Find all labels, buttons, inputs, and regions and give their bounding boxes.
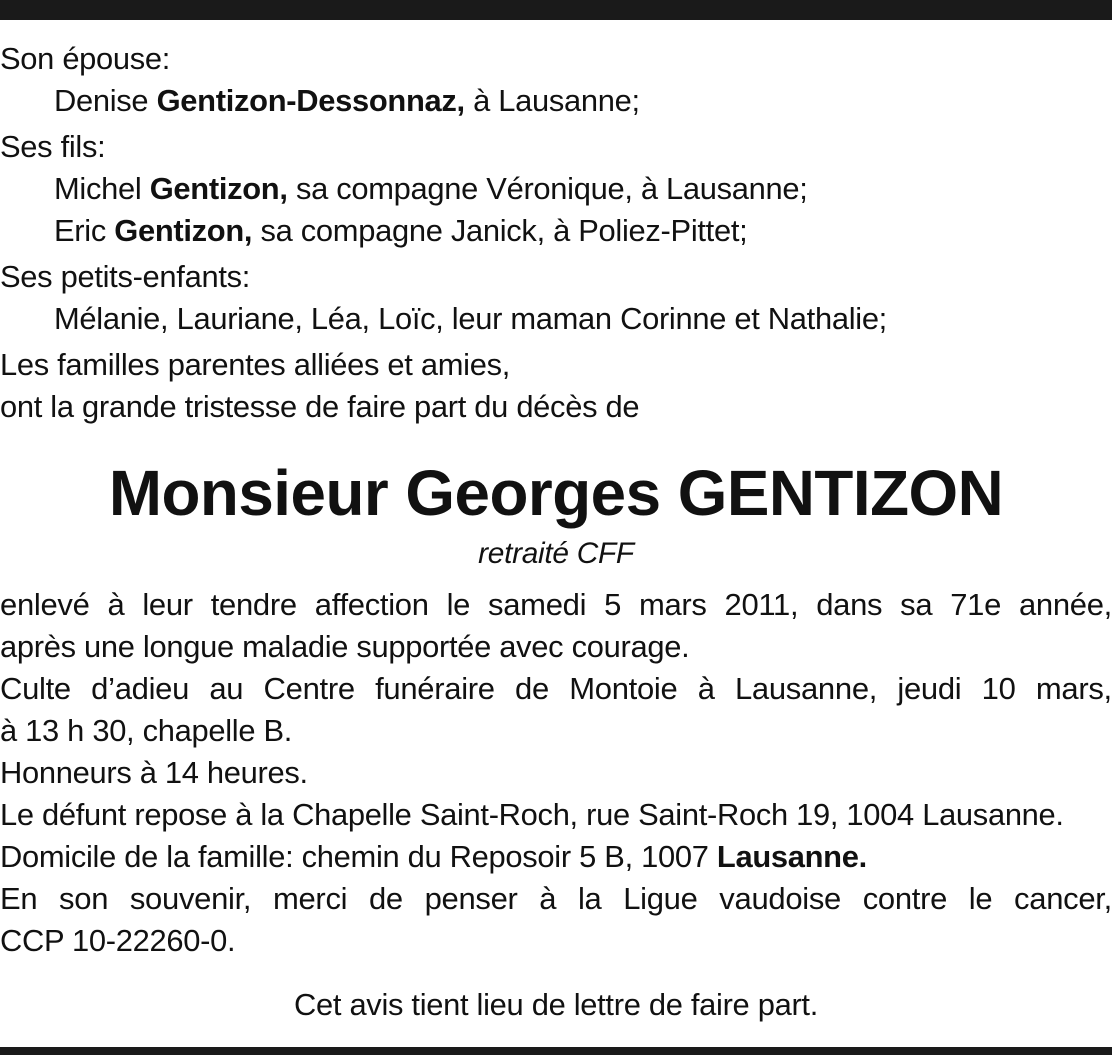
son-surname: Gentizon, xyxy=(114,213,253,248)
justified-word: 10 xyxy=(981,671,1016,706)
bottom-rule xyxy=(0,1047,1112,1055)
justified-word: dans xyxy=(816,587,883,622)
body-line: Le défunt repose à la Chapelle Saint-Roch, rue Saint-Roch 19, 1004 Lausanne. xyxy=(0,797,1064,832)
justified-word: 2011, xyxy=(724,587,799,622)
justified-word: Ligue xyxy=(623,881,698,916)
justified-word: son xyxy=(59,881,109,916)
body-line: après une longue maladie supportée avec courage. xyxy=(0,629,690,664)
justified-word: Lausanne, xyxy=(734,671,878,706)
justified-word: Culte xyxy=(0,671,71,706)
son-surname: Gentizon, xyxy=(149,171,288,206)
sons-label: Ses fils: xyxy=(0,129,106,164)
justified-word: enlevé xyxy=(0,587,90,622)
body-line: Honneurs à 14 heures. xyxy=(0,755,308,790)
justified-word: contre xyxy=(862,881,948,916)
son-first-name: Michel xyxy=(54,171,142,206)
justified-word: de xyxy=(368,881,403,916)
body-line-justified xyxy=(0,584,1112,626)
justified-word: 5 xyxy=(604,587,622,622)
justified-word: Centre xyxy=(263,671,355,706)
deceased-title: retraité CFF xyxy=(478,537,634,570)
justified-word: funéraire xyxy=(375,671,495,706)
justified-word: d’adieu xyxy=(91,671,190,706)
spouse-label: Son épouse: xyxy=(0,41,171,76)
spouse-first-name: Denise xyxy=(54,83,149,118)
son-entry xyxy=(0,168,1112,210)
grandchildren-list: Mélanie, Lauriane, Léa, Loïc, leur maman Corinne et Nathalie; xyxy=(54,301,887,336)
justified-word: affection xyxy=(314,587,429,622)
deceased-name: Monsieur Georges GENTIZON xyxy=(108,457,1004,529)
justified-word: année, xyxy=(1018,587,1112,622)
justified-word: merci xyxy=(272,881,348,916)
justified-word: leur xyxy=(142,587,193,622)
justified-word: sa xyxy=(900,587,933,622)
obituary-notice xyxy=(0,38,1112,1026)
justified-word: la xyxy=(577,881,602,916)
justified-word: En xyxy=(0,881,38,916)
spouse-entry xyxy=(0,80,1112,122)
domicile-city: Lausanne. xyxy=(716,839,867,874)
body-line: à 13 h 30, chapelle B. xyxy=(0,713,293,748)
closing-note: Cet avis tient lieu de lettre de faire part. xyxy=(294,987,818,1022)
justified-word: Montoie xyxy=(569,671,678,706)
announcement-line: ont la grande tristesse de faire part du décès de xyxy=(0,389,640,424)
son-rest: sa compagne Véronique, à Lausanne; xyxy=(295,171,808,206)
justified-word: à xyxy=(539,881,557,916)
body-line-justified xyxy=(0,878,1112,920)
justified-word: samedi xyxy=(488,587,587,622)
justified-word: vaudoise xyxy=(719,881,841,916)
justified-word: souvenir, xyxy=(129,881,252,916)
justified-word: mars xyxy=(638,587,707,622)
justified-word: penser xyxy=(424,881,518,916)
domicile-text: Domicile de la famille: chemin du Reposoir 5 B, 1007 xyxy=(0,839,709,874)
justified-word: jeudi xyxy=(897,671,962,706)
top-rule xyxy=(0,0,1112,20)
justified-word: 71e xyxy=(950,587,1002,622)
spouse-rest: à Lausanne; xyxy=(473,83,640,118)
domicile-line xyxy=(0,836,1112,878)
son-entry xyxy=(0,210,1112,252)
son-first-name: Eric xyxy=(54,213,106,248)
spouse-surname: Gentizon-Dessonnaz, xyxy=(156,83,465,118)
grandchildren-label: Ses petits-enfants: xyxy=(0,259,251,294)
justified-word: à xyxy=(107,587,125,622)
justified-word: le xyxy=(968,881,993,916)
justified-word: à xyxy=(697,671,715,706)
body-line-justified xyxy=(0,668,1112,710)
families-line: Les familles parentes alliées et amies, xyxy=(0,347,510,382)
justified-word: au xyxy=(209,671,244,706)
body-line: CCP 10-22260-0. xyxy=(0,923,236,958)
justified-word: tendre xyxy=(210,587,297,622)
justified-word: cancer, xyxy=(1014,881,1112,916)
son-rest: sa compagne Janick, à Poliez-Pittet; xyxy=(260,213,748,248)
justified-word: le xyxy=(446,587,471,622)
justified-word: de xyxy=(515,671,549,706)
justified-word: mars, xyxy=(1035,671,1112,706)
